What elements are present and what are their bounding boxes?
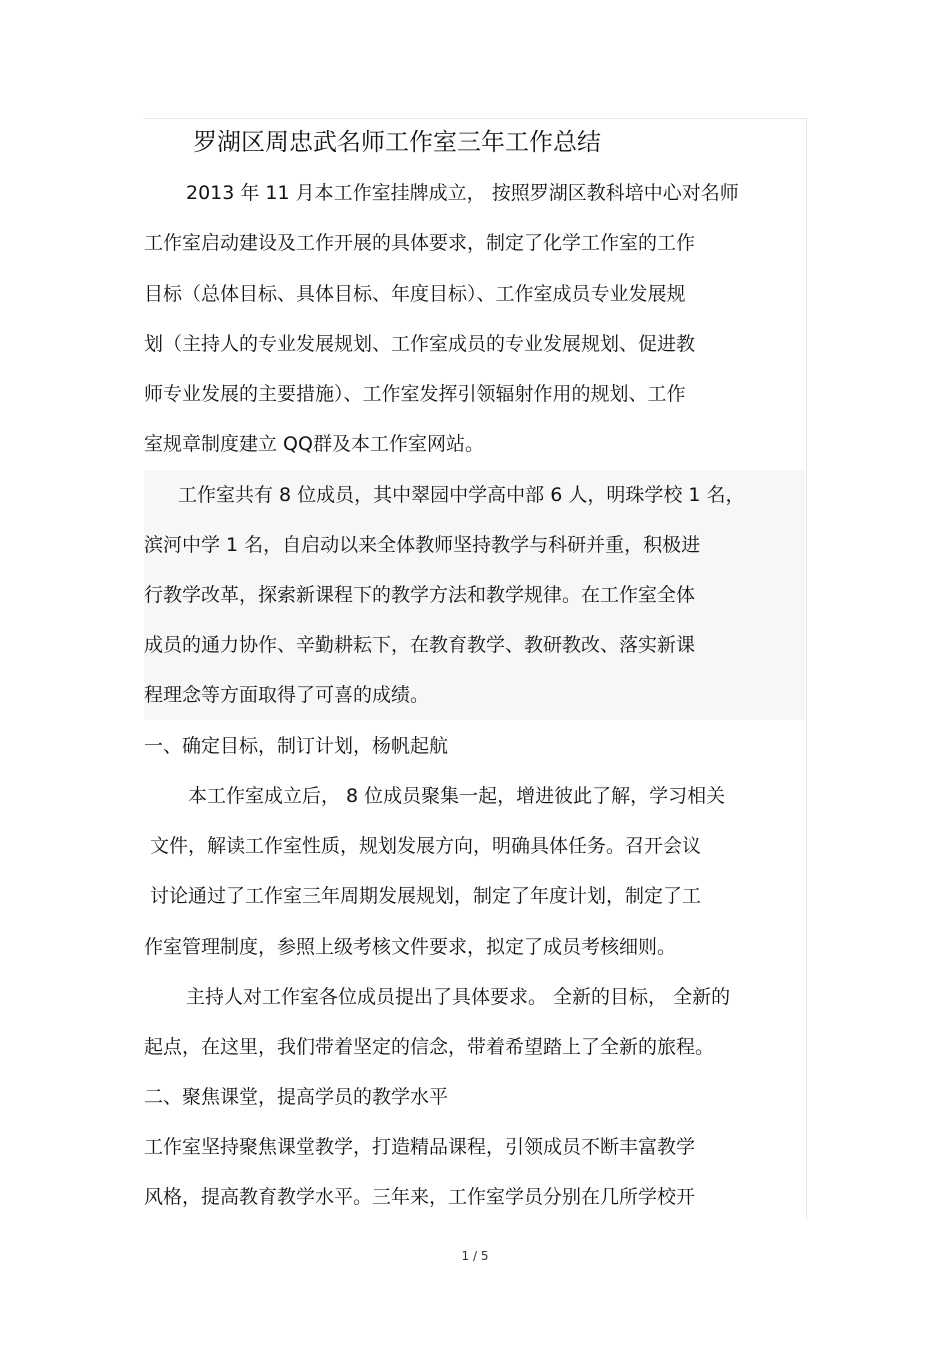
section-heading: 二、聚焦课堂，提高学员的教学水平 [144,1086,449,1108]
text-line: 师专业发展的主要措施）、工作室发挥引领辐射作用的规划、工作 [144,383,686,405]
text-line: 目标（总体目标、具体目标、年度目标）、工作室成员专业发展规 [144,283,686,305]
text-line: 工作室启动建设及工作开展的具体要求，制定了化学工作室的工作 [144,232,696,254]
text-line: 作室管理制度，参照上级考核文件要求，拟定了成员考核细则。 [144,936,677,958]
document-title: 罗湖区周忠武名师工作室三年工作总结 [193,128,601,156]
text-line: 行教学改革，探索新课程下的教学方法和教学规律。在工作室全体 [144,584,696,606]
text-line: 成员的通力协作、辛勤耕耘下，在教育教学、教研教改、落实新课 [144,634,696,656]
text-line: 风格，提高教育教学水平。三年来，工作室学员分别在几所学校开 [144,1186,696,1208]
text-line: 程理念等方面取得了可喜的成绩。 [144,684,430,706]
text-line: 工作室共有 8 位成员，其中翠园中学高中部 6 人，明珠学校 1 名， [178,484,745,506]
text-line: 滨河中学 1 名，自启动以来全体教师坚持教学与科研并重，积极进 [144,534,701,556]
text-line: 讨论通过了工作室三年周期发展规划，制定了年度计划，制定了工 [150,885,702,907]
text-line: 文件，解读工作室性质，规划发展方向，明确具体任务。召开会议 [150,835,702,857]
text-line: 主持人对工作室各位成员提出了具体要求。 全新的目标， 全新的 [186,986,731,1008]
text-line: 室规章制度建立 QQ群及本工作室网站。 [144,433,484,455]
text-line: 起点，在这里，我们带着坚定的信念，带着希望踏上了全新的旅程。 [144,1036,715,1058]
page-number: 1 / 5 [461,1249,489,1263]
section-heading: 一、确定目标，制订计划，杨帆起航 [144,735,449,757]
text-line: 本工作室成立后， 8 位成员聚集一起，增进彼此了解，学习相关 [188,785,726,807]
text-line: 2013 年 11 月本工作室挂牌成立， 按照罗湖区教科培中心对名师 [186,182,739,204]
text-line: 工作室坚持聚焦课堂教学，打造精品课程，引领成员不断丰富教学 [144,1136,696,1158]
text-line: 划（主持人的专业发展规划、工作室成员的专业发展规划、促进教 [144,333,696,355]
